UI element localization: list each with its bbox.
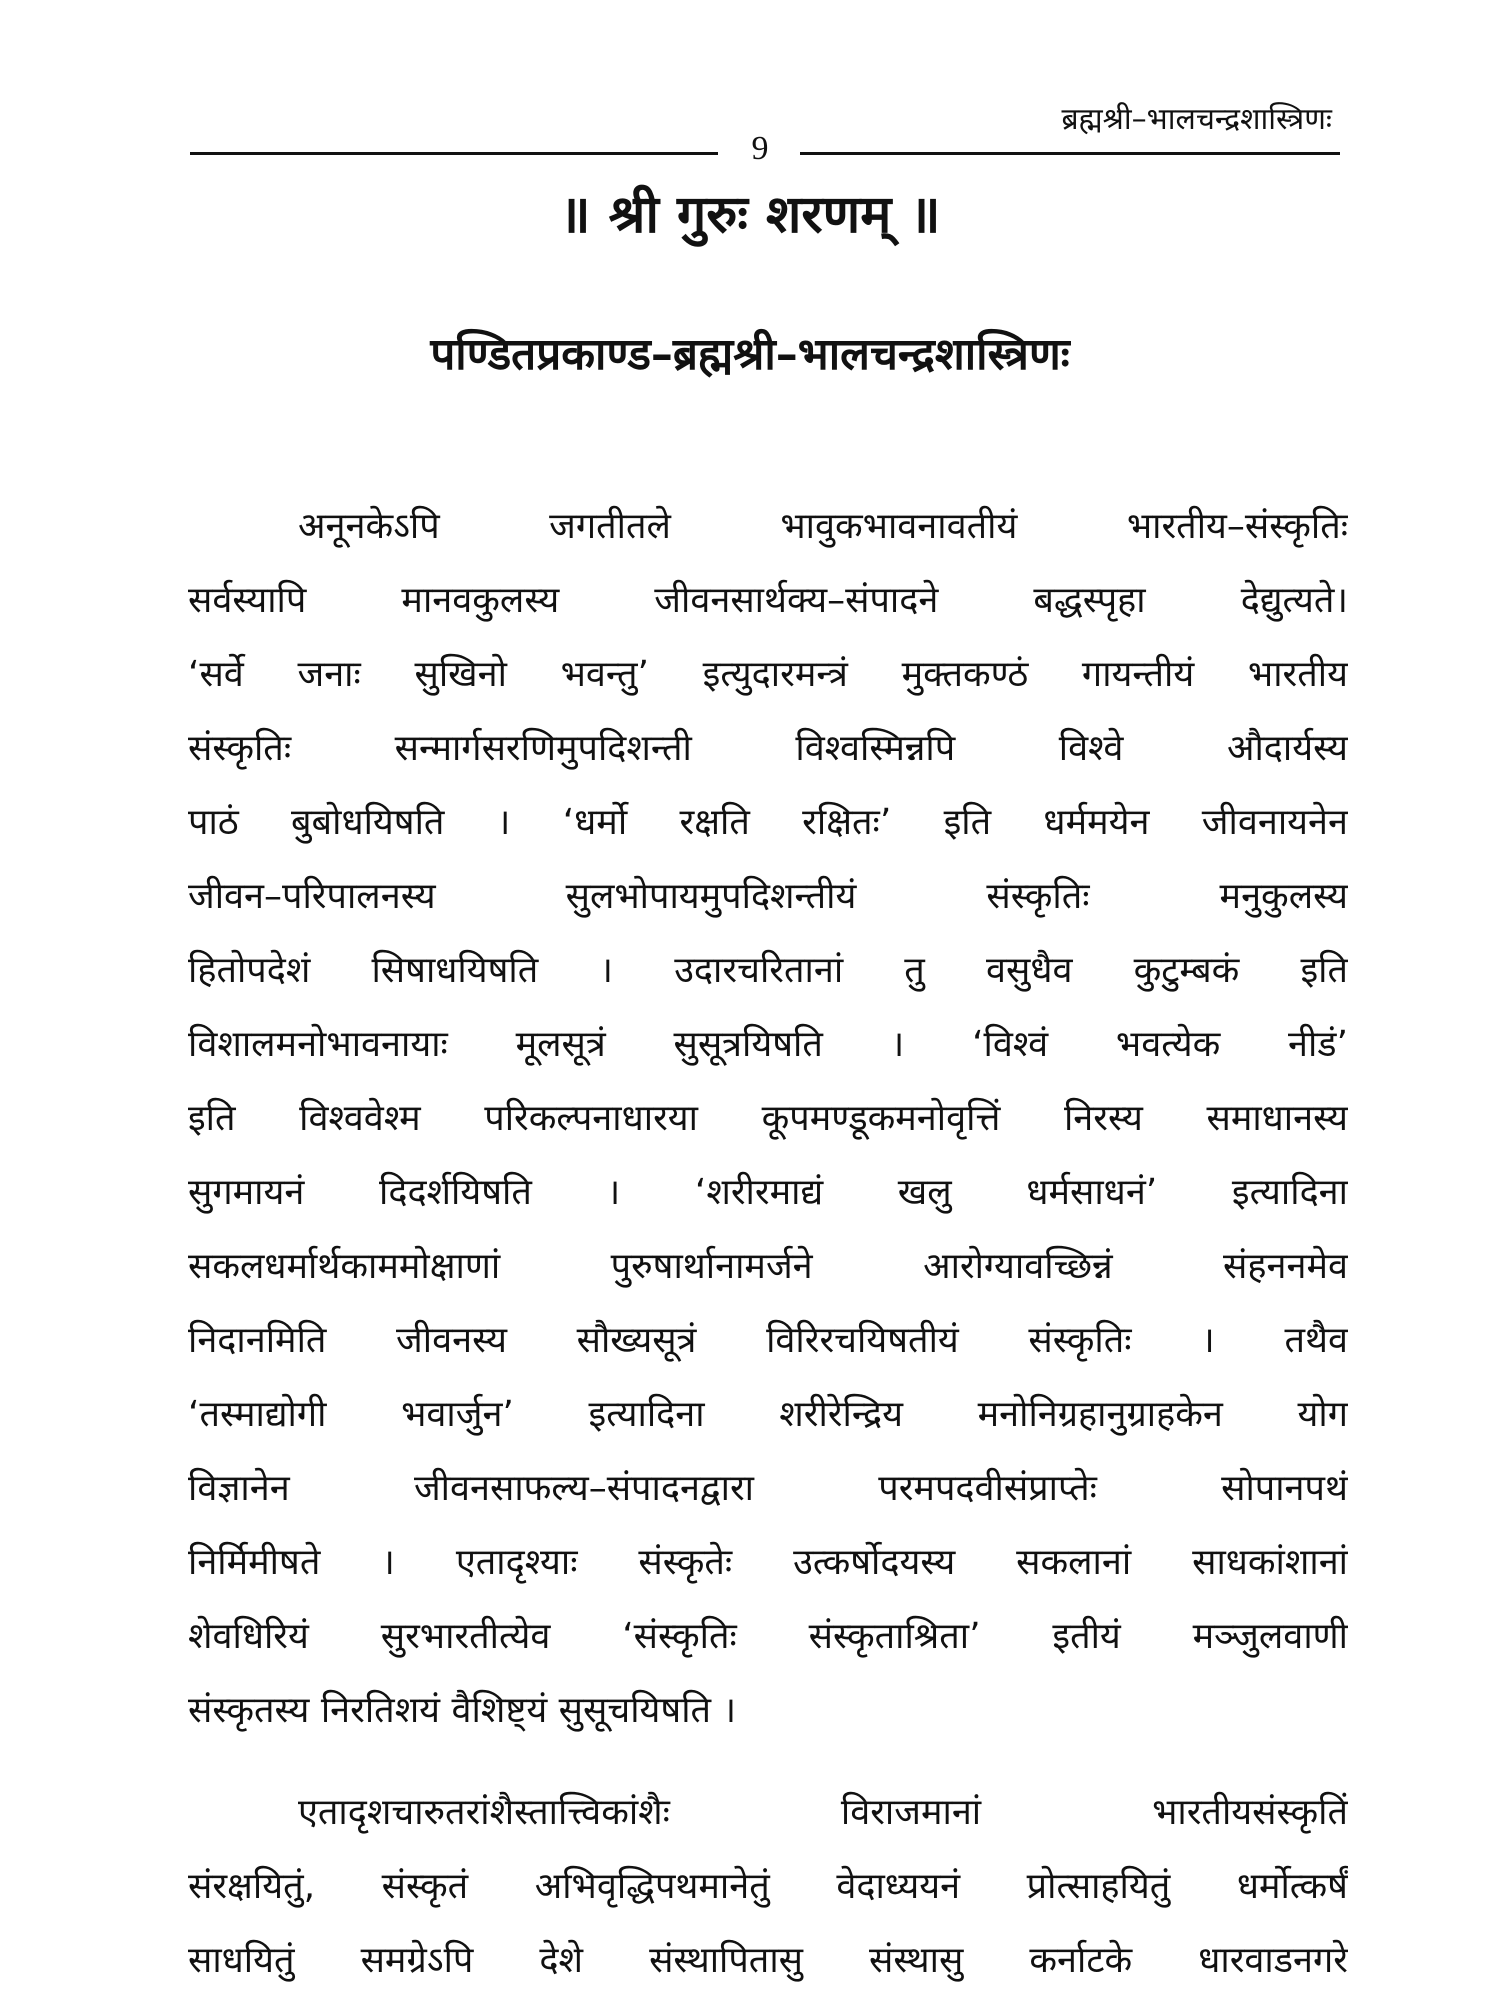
text-line: साधयितुं समग्रेऽपि देशे संस्थापितासु संस्थासु कर्नाटके धारवाडनगरे	[188, 1940, 1348, 1981]
text-line: संस्कृतिः सन्मार्गसरणिमुपदिशन्ती विश्वस्मिन्नपि विश्वे औदार्यस्य	[188, 728, 1348, 769]
text-line: ‘सर्वे जनाः सुखिनो भवन्तु’ इत्युदारमन्त्रं मुक्तकण्ठं गायन्तीयं भारतीय	[188, 654, 1348, 695]
text-line: निदानमिति जीवनस्य सौख्यसूत्रं विरिरचयिषतीयं संस्कृतिः । तथैव	[188, 1320, 1348, 1361]
body-text	[188, 490, 1348, 1998]
text-line: इति विश्ववेश्म परिकल्पनाधारया कूपमण्डूकमनोवृत्तिं निरस्य समाधानस्य	[188, 1098, 1348, 1139]
paragraph	[188, 490, 1348, 1748]
text-line: ‘तस्माद्योगी भवार्जुन’ इत्यादिना शरीरेन्द्रिय मनोनिग्रहानुग्राहकेन योग	[188, 1394, 1348, 1435]
text-line: पाठं बुबोधयिषति । ‘धर्मो रक्षति रक्षितः’ इति धर्ममयेन जीवनायनेन	[188, 802, 1348, 843]
text-line: जीवन–परिपालनस्य सुलभोपायमुपदिशन्तीयं संस्कृतिः मनुकुलस्य	[188, 876, 1348, 917]
text-line: हितोपदेशं सिषाधयिषति । उदारचरितानां तु वसुधैव कुटुम्बकं इति	[188, 950, 1348, 991]
text-line: संरक्षयितुं, संस्कृतं अभिवृद्धिपथमानेतुं वेदाध्ययनं प्रोत्साहयितुं धर्मोत्कर्षं	[188, 1866, 1348, 1907]
text-line: विशालमनोभावनायाः मूलसूत्रं सुसूत्रयिषति । ‘विश्वं भवत्येक नीडं’	[188, 1024, 1348, 1065]
running-head: ब्रह्मश्री–भालचन्द्रशास्त्रिणः	[1061, 102, 1332, 137]
header-rule-left	[190, 152, 718, 155]
invocation-heading: ॥ श्री गुरुः शरणम् ॥	[559, 185, 941, 245]
page-title: पण्डितप्रकाण्ड–ब्रह्मश्री–भालचन्द्रशास्त्रिणः	[430, 329, 1070, 380]
text-line: सकलधर्मार्थकाममोक्षाणां पुरुषार्थानामर्जने आरोग्यावच्छिन्नं संहननमेव	[188, 1246, 1348, 1287]
text-line: विज्ञानेन जीवनसाफल्य–संपादनद्वारा परमपदवीसंप्राप्तेः सोपानपथं	[188, 1468, 1348, 1509]
text-line: शेवधिरियं सुरभारतीत्येव ‘संस्कृतिः संस्कृताश्रिता’ इतीयं मञ्जुलवाणी	[188, 1616, 1348, 1657]
page-number: 9	[751, 130, 769, 167]
text-line: संस्कृतस्य निरतिशयं वैशिष्ट्यं सुसूचयिषति ।	[188, 1690, 737, 1731]
text-line: निर्मिमीषते । एतादृश्याः संस्कृतेः उत्कर्षोदयस्य सकलानां साधकांशानां	[188, 1542, 1348, 1583]
text-line: अनूनकेऽपि जगतीतले भावुकभावनावतीयं भारतीय–संस्कृतिः	[298, 506, 1348, 547]
paragraph	[188, 1776, 1348, 1998]
text-line: सुगमायनं दिदर्शयिषति । ‘शरीरमाद्यं खलु धर्मसाधनं’ इत्यादिना	[188, 1172, 1348, 1213]
header-rule-right	[800, 152, 1340, 155]
text-line: सर्वस्यापि मानवकुलस्य जीवनसार्थक्य–संपादने बद्धस्पृहा देद्युत्यते।	[188, 580, 1348, 621]
text-line: एतादृशचारुतरांशैस्तात्त्विकांशैः विराजमानां भारतीयसंस्कृतिं	[298, 1792, 1348, 1833]
